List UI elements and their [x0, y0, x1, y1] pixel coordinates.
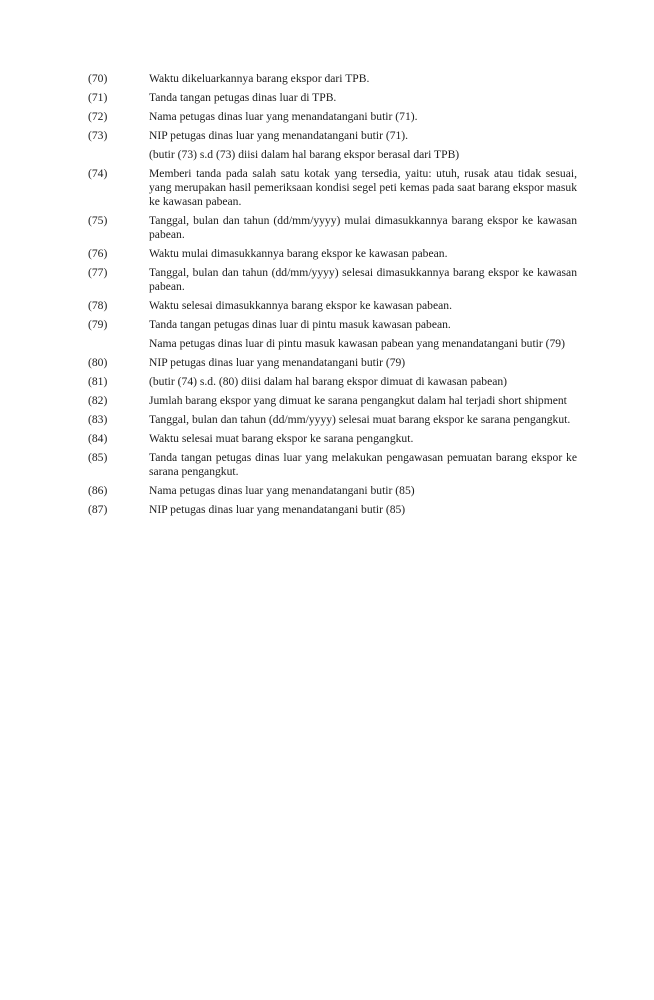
item-text: Nama petugas dinas luar di pintu masuk kawasan pabean yang menandatangani butir (79) [149, 337, 565, 350]
item-number: (72) [88, 110, 108, 123]
item-text: Waktu mulai dimasukkannya barang ekspor ke kawasan pabean. [149, 247, 448, 260]
list-item [88, 356, 577, 370]
item-number: (73) [88, 129, 108, 142]
item-number: (77) [88, 266, 108, 279]
list-item [88, 432, 577, 446]
item-number: (74) [88, 167, 108, 180]
list-item [88, 318, 577, 332]
item-text: Tanda tangan petugas dinas luar di pintu masuk kawasan pabean. [149, 318, 451, 331]
item-text: (butir (73) s.d (73) diisi dalam hal barang ekspor berasal dari TPB) [149, 148, 460, 161]
list-item [88, 214, 577, 242]
item-number: (85) [88, 451, 108, 464]
item-text: (butir (74) s.d. (80) diisi dalam hal barang ekspor dimuat di kawasan pabean) [149, 375, 508, 388]
list-item [88, 110, 577, 124]
list-item [88, 148, 577, 162]
item-number: (82) [88, 394, 108, 407]
item-number: (86) [88, 484, 108, 497]
item-text: Nama petugas dinas luar yang menandatangani butir (71). [149, 110, 418, 123]
item-text: Tanda tangan petugas dinas luar di TPB. [149, 91, 337, 104]
item-number: (87) [88, 503, 108, 516]
list-item [88, 413, 577, 427]
item-text: Jumlah barang ekspor yang dimuat ke sarana pengangkut dalam hal terjadi short shipment [149, 394, 567, 407]
item-text: Tanggal, bulan dan tahun (dd/mm/yyyy) selesai dimasukkannya barang ekspor ke kawasan pabean. [149, 266, 577, 293]
list-item [88, 484, 577, 498]
item-number: (79) [88, 318, 108, 331]
list-item [88, 375, 577, 389]
instruction-list [88, 72, 577, 522]
item-text: Waktu dikeluarkannya barang ekspor dari TPB. [149, 72, 370, 85]
list-item [88, 337, 577, 351]
item-number: (83) [88, 413, 108, 426]
item-number: (81) [88, 375, 108, 388]
list-item [88, 451, 577, 479]
item-number: (70) [88, 72, 108, 85]
item-number: (76) [88, 247, 108, 260]
list-item [88, 394, 577, 408]
item-text: Tanggal, bulan dan tahun (dd/mm/yyyy) selesai muat barang ekspor ke sarana pengangkut. [149, 413, 571, 426]
list-item [88, 91, 577, 105]
list-item [88, 247, 577, 261]
item-number: (80) [88, 356, 108, 369]
list-item [88, 72, 577, 86]
list-item [88, 167, 577, 209]
item-text: NIP petugas dinas luar yang menandatangani butir (85) [149, 503, 406, 516]
item-text: Memberi tanda pada salah satu kotak yang tersedia, yaitu: utuh, rusak atau tidak sesuai, yang merupakan hasil pemeriksaan kondisi segel peti kemas pada saat barang ekspor masuk ke kawasan pabean. [149, 167, 577, 208]
item-text: Waktu selesai muat barang ekspor ke sarana pengangkut. [149, 432, 414, 445]
item-number: (71) [88, 91, 108, 104]
item-number: (84) [88, 432, 108, 445]
list-item [88, 503, 577, 517]
item-number: (75) [88, 214, 108, 227]
item-text: Tanda tangan petugas dinas luar yang melakukan pengawasan pemuatan barang ekspor ke sarana pengangkut. [149, 451, 577, 478]
list-item [88, 299, 577, 313]
item-text: Tanggal, bulan dan tahun (dd/mm/yyyy) mulai dimasukkannya barang ekspor ke kawasan pabean. [149, 214, 577, 241]
list-item [88, 129, 577, 143]
item-text: Nama petugas dinas luar yang menandatangani butir (85) [149, 484, 415, 497]
item-text: NIP petugas dinas luar yang menandatangani butir (71). [149, 129, 409, 142]
item-text: NIP petugas dinas luar yang menandatangani butir (79) [149, 356, 406, 369]
list-item [88, 266, 577, 294]
item-number: (78) [88, 299, 108, 312]
item-text: Waktu selesai dimasukkannya barang ekspor ke kawasan pabean. [149, 299, 452, 312]
